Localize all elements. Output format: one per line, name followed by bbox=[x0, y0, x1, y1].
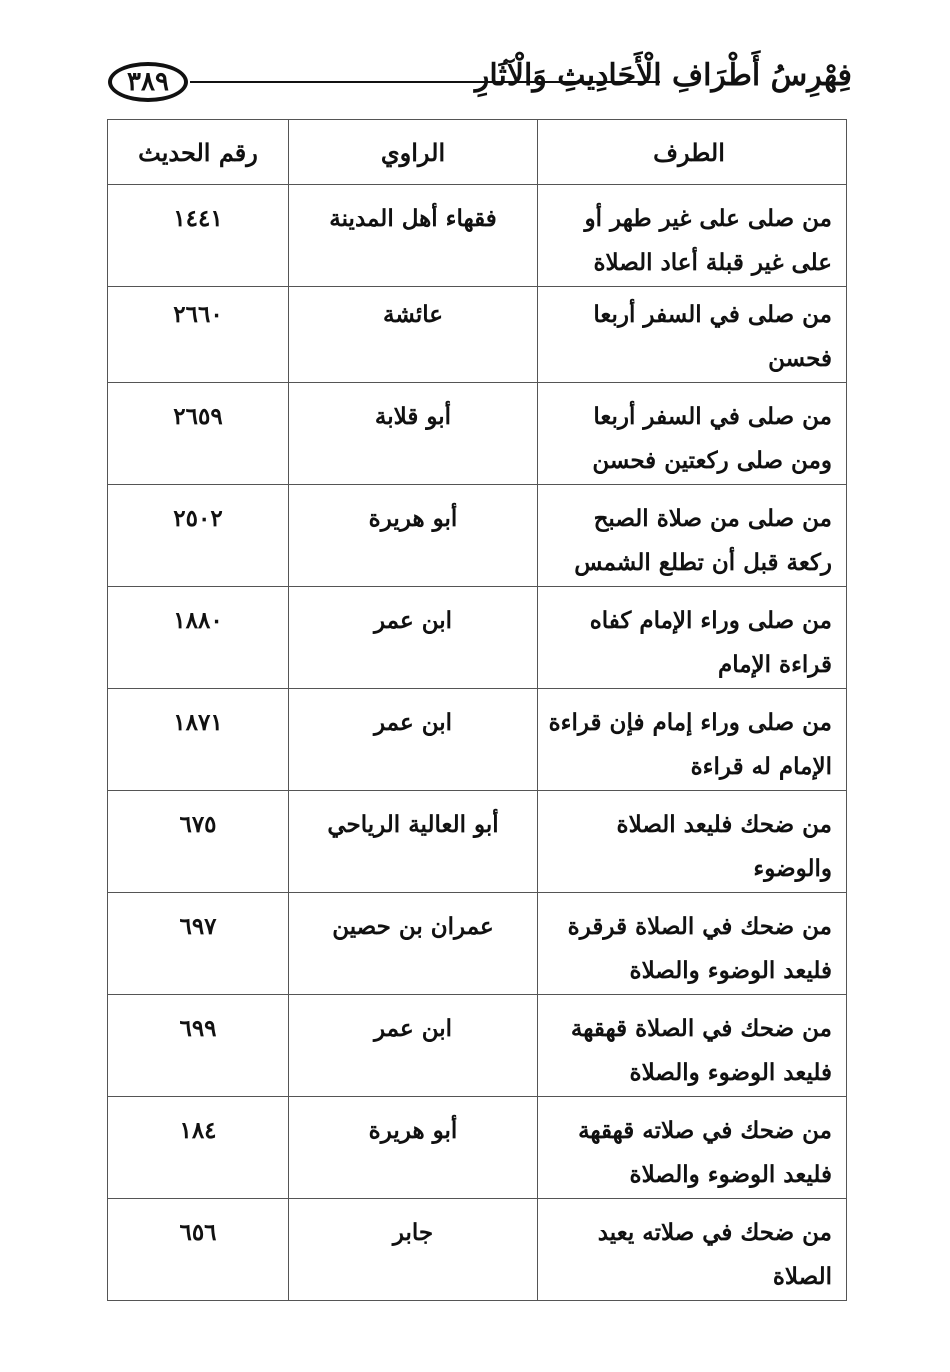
taraf-cell: من صلى وراء إمام فإن قراءة الإمام له قراءة bbox=[538, 689, 847, 791]
hadith-index-table bbox=[107, 119, 847, 1301]
taraf-cell: من ضحك في الصلاة قهقهة فليعد الوضوء والصلاة bbox=[538, 995, 847, 1097]
rawi-cell: ابن عمر bbox=[289, 689, 538, 791]
page-number: ٣٨٩ bbox=[108, 62, 188, 102]
table-row bbox=[108, 689, 847, 791]
table-row bbox=[108, 485, 847, 587]
table-row bbox=[108, 587, 847, 689]
hadith-number-cell: ٦٧٥ bbox=[108, 791, 289, 893]
rawi-cell: أبو العالية الرياحي bbox=[289, 791, 538, 893]
table-row bbox=[108, 383, 847, 485]
table-row bbox=[108, 1199, 847, 1301]
rawi-cell: ابن عمر bbox=[289, 995, 538, 1097]
hadith-number-cell: ٢٦٥٩ bbox=[108, 383, 289, 485]
rawi-cell: أبو قلابة bbox=[289, 383, 538, 485]
taraf-cell: من صلى وراء الإمام كفاه قراءة الإمام bbox=[538, 587, 847, 689]
rawi-cell: أبو هريرة bbox=[289, 485, 538, 587]
table-row bbox=[108, 893, 847, 995]
column-header-number: رقم الحديث bbox=[108, 120, 289, 185]
page-title: فِهْرِسُ أَطْرَافِ الْأَحَادِيثِ وَالْآثَارِ bbox=[474, 58, 852, 93]
taraf-cell: من صلى على غير طهر أو على غير قبلة أعاد الصلاة bbox=[538, 185, 847, 287]
taraf-cell: من صلى من صلاة الصبح ركعة قبل أن تطلع الشمس bbox=[538, 485, 847, 587]
taraf-cell: من ضحك فليعد الصلاة والوضوء bbox=[538, 791, 847, 893]
hadith-number-cell: ٦٩٩ bbox=[108, 995, 289, 1097]
hadith-number-cell: ٢٥٠٢ bbox=[108, 485, 289, 587]
taraf-cell: من صلى في السفر أربعا فحسن bbox=[538, 287, 847, 383]
taraf-cell: من ضحك في صلاته قهقهة فليعد الوضوء والصلاة bbox=[538, 1097, 847, 1199]
table-row bbox=[108, 287, 847, 383]
hadith-number-cell: ١٨٨٠ bbox=[108, 587, 289, 689]
rawi-cell: ابن عمر bbox=[289, 587, 538, 689]
rawi-cell: جابر bbox=[289, 1199, 538, 1301]
page-header bbox=[100, 50, 852, 122]
taraf-cell: من ضحك في صلاته يعيد الصلاة bbox=[538, 1199, 847, 1301]
rawi-cell: عائشة bbox=[289, 287, 538, 383]
table-header-row bbox=[108, 120, 847, 185]
table-row bbox=[108, 791, 847, 893]
hadith-number-cell: ٦٩٧ bbox=[108, 893, 289, 995]
rawi-cell: عمران بن حصين bbox=[289, 893, 538, 995]
rawi-cell: أبو هريرة bbox=[289, 1097, 538, 1199]
column-header-taraf: الطرف bbox=[538, 120, 847, 185]
table-row bbox=[108, 185, 847, 287]
hadith-number-cell: ٢٦٦٠ bbox=[108, 287, 289, 383]
hadith-number-cell: ١٤٤١ bbox=[108, 185, 289, 287]
hadith-number-cell: ١٨٧١ bbox=[108, 689, 289, 791]
hadith-number-cell: ١٨٤ bbox=[108, 1097, 289, 1199]
table-row bbox=[108, 995, 847, 1097]
taraf-cell: من ضحك في الصلاة قرقرة فليعد الوضوء والصلاة bbox=[538, 893, 847, 995]
hadith-number-cell: ٦٥٦ bbox=[108, 1199, 289, 1301]
rawi-cell: فقهاء أهل المدينة bbox=[289, 185, 538, 287]
table-row bbox=[108, 1097, 847, 1199]
column-header-rawi: الراوي bbox=[289, 120, 538, 185]
taraf-cell: من صلى في السفر أربعا ومن صلى ركعتين فحسن bbox=[538, 383, 847, 485]
